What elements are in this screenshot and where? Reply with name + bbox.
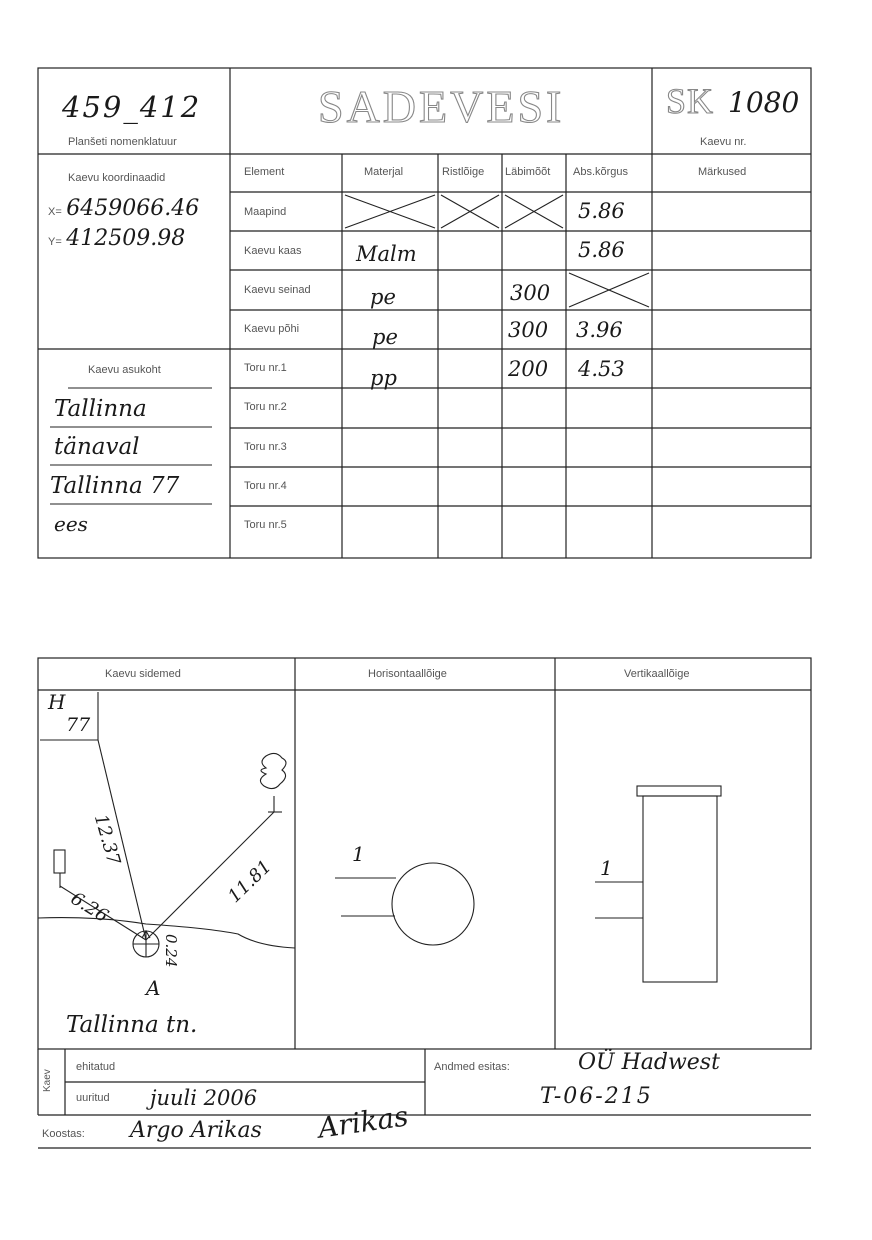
header-abs-height: Abs.kõrgus (573, 166, 629, 178)
header-cross-section: Ristlõige (442, 166, 485, 178)
header-element: Element (244, 166, 285, 178)
row-element: Kaevu seinad (244, 284, 311, 296)
coordinates-label: Kaevu koordinaadid (68, 172, 166, 184)
distance-tree: 11.81 (224, 856, 276, 908)
cell-abs: 5.86 (578, 199, 625, 223)
location-label: Kaevu asukoht (88, 364, 161, 376)
row-element: Kaevu põhi (244, 323, 300, 335)
location-line-3: Tallinna 77 (50, 473, 180, 499)
job-number: T-06-215 (540, 1084, 653, 1109)
surveyed-label: uuritud (76, 1092, 110, 1104)
row-element: Toru nr.1 (244, 362, 287, 374)
cell-material: pe (372, 325, 398, 349)
cell-abs: 5.86 (578, 238, 625, 262)
page-title: SADEVESI (318, 81, 565, 132)
cell-abs: 3.96 (576, 318, 623, 342)
cell-material: pe (370, 285, 396, 309)
horizontal-section (295, 690, 555, 1049)
coordinate-y (48, 226, 185, 251)
location-line-2: tänaval (54, 434, 140, 460)
well-circle (392, 863, 474, 945)
compiler-name: Argo Arikas (130, 1118, 262, 1143)
cell-diameter: 200 (508, 357, 549, 381)
row-element: Maapind (244, 206, 287, 218)
building-letter: H (48, 690, 66, 714)
nomenclature-value: 459_412 (62, 90, 202, 124)
depth-label: 0.24 (162, 934, 180, 968)
building-number: 77 (66, 714, 91, 736)
data-provider-label: Andmed esitas: (434, 1061, 510, 1073)
compiler-label: Koostas: (42, 1128, 85, 1140)
row-element: Toru nr.2 (244, 401, 287, 413)
panel-connections-title: Kaevu sidemed (105, 668, 181, 680)
company-name: OÜ Hadwest (578, 1050, 720, 1075)
well-number: 1080 (728, 86, 800, 119)
well-letter: A (146, 976, 161, 1000)
panel-vertical-title: Vertikaallõige (624, 668, 690, 680)
cell-abs: 4.53 (578, 357, 625, 381)
cell-diameter: 300 (508, 318, 549, 342)
x-value: 6459066.46 (66, 196, 200, 221)
coordinate-x (48, 196, 199, 221)
header-diameter: Läbimõõt (505, 166, 551, 178)
well-label: Kaevu nr. (700, 136, 747, 148)
vertical-section (555, 690, 811, 1049)
surveyed-date: juuli 2006 (150, 1086, 258, 1110)
well-lid (637, 786, 721, 796)
location-line-1: Tallinna (54, 396, 147, 422)
row-element: Toru nr.3 (244, 441, 287, 453)
built-label: ehitatud (76, 1061, 116, 1073)
distance-building: 12.37 (89, 812, 125, 868)
side-label: Kaev (42, 1069, 53, 1092)
well-prefix: SK (666, 81, 715, 121)
y-value: 412509.98 (66, 226, 186, 251)
panel-horizontal-title: Horisontaallõige (368, 668, 447, 680)
header-material: Materjal (364, 166, 404, 178)
cell-material: Malm (356, 242, 417, 266)
row-element: Toru nr.4 (244, 480, 287, 492)
header-notes: Märkused (698, 166, 747, 178)
location-line-4: ees (54, 512, 88, 536)
well-shaft (643, 796, 717, 982)
cell-diameter: 300 (510, 281, 551, 305)
distance-post: 6.26 (66, 888, 112, 928)
street-name: Tallinna tn. (66, 1012, 198, 1038)
manhole-icon (133, 931, 159, 957)
pipe-label-horizontal: 1 (352, 842, 365, 866)
cell-material: pp (370, 366, 397, 390)
post-icon (54, 850, 65, 873)
row-element: Toru nr.5 (244, 519, 287, 531)
tree-icon (260, 753, 286, 812)
row-element: Kaevu kaas (244, 245, 302, 257)
pipe-label-vertical: 1 (600, 856, 613, 880)
signature: Arikas (316, 1099, 411, 1145)
nomenclature-label: Planšeti nomenklatuur (68, 136, 177, 148)
x-label: X= (48, 206, 62, 218)
y-label: Y= (48, 236, 62, 248)
